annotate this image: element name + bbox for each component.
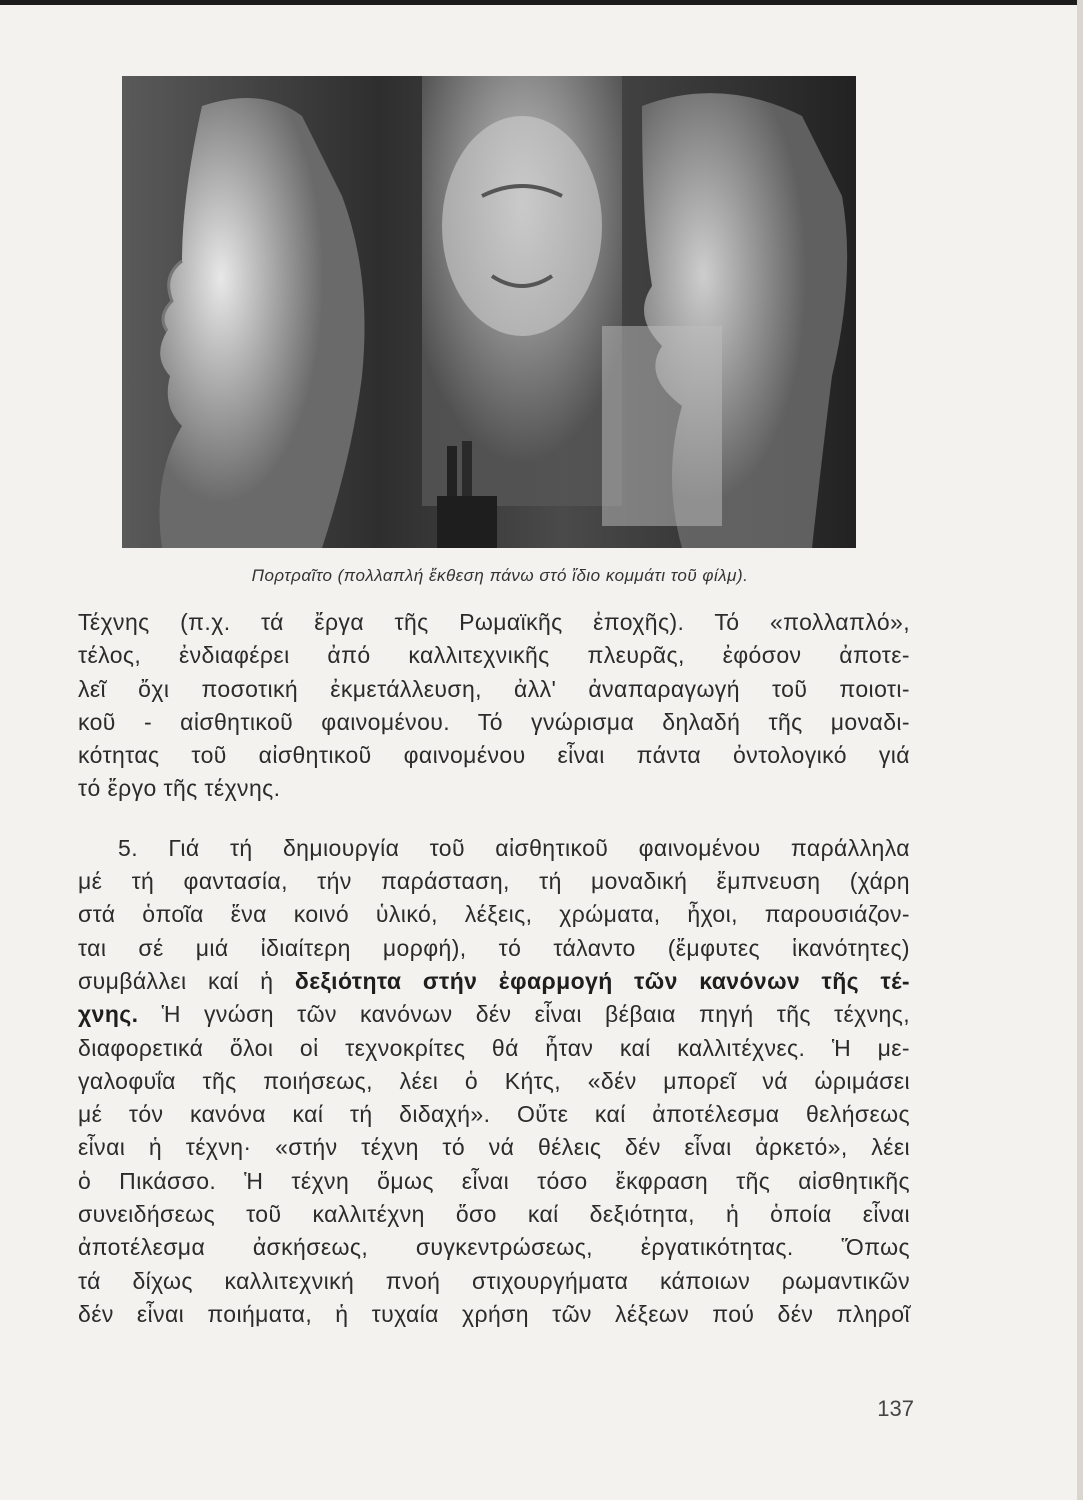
bold-emphasis: χνης. bbox=[78, 1001, 139, 1028]
text-line: τέλος, ἐνδιαφέρει ἀπό καλλιτεχνικῆς πλευρᾶς, ἐφόσον ἀποτε- bbox=[78, 642, 910, 669]
figure-caption: Πορτραῖτο (πολλαπλή ἔκθεση πάνω στό ἴδιο κομμάτι τοῦ φίλμ). bbox=[251, 566, 749, 585]
text-line: κοῦ - αἰσθητικοῦ φαινομένου. Τό γνώρισμα δηλαδή τῆς μοναδι- bbox=[78, 708, 910, 735]
text-line: λεῖ ὄχι ποσοτική ἐκμετάλλευση, ἀλλ' ἀναπαραγωγή τοῦ ποιοτι- bbox=[78, 675, 910, 702]
body-text bbox=[78, 606, 910, 1331]
page-number: 137 bbox=[877, 1396, 914, 1421]
page-edge bbox=[1077, 0, 1083, 1500]
portrait-photo-illustration bbox=[122, 76, 856, 548]
text-line: στά ὁποῖα ἕνα κοινό ὑλικό, λέξεις, χρώματα, ἦχοι, παρουσιάζον- bbox=[78, 901, 910, 928]
top-border bbox=[0, 0, 1083, 5]
text-line: εἶναι ἡ τέχνη· «στήν τέχνη τό νά θέλεις δέν εἶναι ἀρκετό», λέει bbox=[78, 1134, 910, 1161]
text-line: τά δίχως καλλιτεχνική πνοή στιχουργήματα κάποιων ρωμαντικῶν bbox=[78, 1267, 910, 1294]
text-line: τό ἔργο τῆς τέχνης. bbox=[78, 775, 281, 802]
text-line: ὁ Πικάσσο. Ἡ τέχνη ὅμως εἶναι τόσο ἔκφραση τῆς αἰσθητικῆς bbox=[78, 1167, 910, 1194]
text-line: 5. Γιά τή δημιουργία τοῦ αἰσθητικοῦ φαινομένου παράλληλα bbox=[118, 834, 910, 861]
bold-emphasis: δεξιότητα στήν ἐφαρμογή τῶν κανόνων τῆς τέ- bbox=[294, 967, 910, 994]
text-line: δέν εἶναι ποιήματα, ἡ τυχαία χρήση τῶν λέξεων πού δέν πληροῖ bbox=[78, 1300, 910, 1327]
text-line: Τέχνης (π.χ. τά ἔργα τῆς Ρωμαϊκῆς ἐποχῆς). Τό «πολλαπλό», bbox=[78, 609, 910, 635]
text-line: γαλοφυΐα τῆς ποιήσεως, λέει ὁ Κήτς, «δέν μπορεῖ νά ὡριμάσει bbox=[78, 1067, 910, 1094]
portrait-photo bbox=[122, 76, 856, 548]
text-line: κότητας τοῦ αἰσθητικοῦ φαινομένου εἶναι πάντα ὀντολογικό γιά bbox=[78, 742, 910, 769]
text-segment: συμβάλλει καί ἡ bbox=[78, 967, 274, 994]
text-segment: Ἡ γνώση τῶν κανόνων δέν εἶναι βέβαια πηγή τῆς τέχνης, bbox=[161, 1001, 910, 1028]
text-line: μέ τόν κανόνα καί τή διδαχή». Οὔτε καί ἀποτέλεσμα θελήσεως bbox=[78, 1101, 910, 1128]
text-line: μέ τή φαντασία, τήν παράσταση, τή μοναδική ἔμπνευση (χάρη bbox=[78, 868, 910, 895]
text-line: συνειδήσεως τοῦ καλλιτέχνη ὅσο καί δεξιότητα, ἡ ὁποία εἶναι bbox=[78, 1201, 910, 1228]
text-line: διαφορετικά ὅλοι οἱ τεχνοκρίτες θά ἦταν καί καλλιτέχνες. Ἡ με- bbox=[78, 1034, 910, 1061]
text-line: ται σέ μιά ἰδιαίτερη μορφή), τό τάλαντο (ἔμφυτες ἱκανότητες) bbox=[78, 934, 910, 961]
text-line-with-emphasis bbox=[78, 965, 910, 998]
text-line: ἀποτέλεσμα ἀσκήσεως, συγκεντρώσεως, ἐργατικότητας. Ὅπως bbox=[78, 1234, 910, 1261]
text-line-with-emphasis bbox=[78, 998, 910, 1031]
